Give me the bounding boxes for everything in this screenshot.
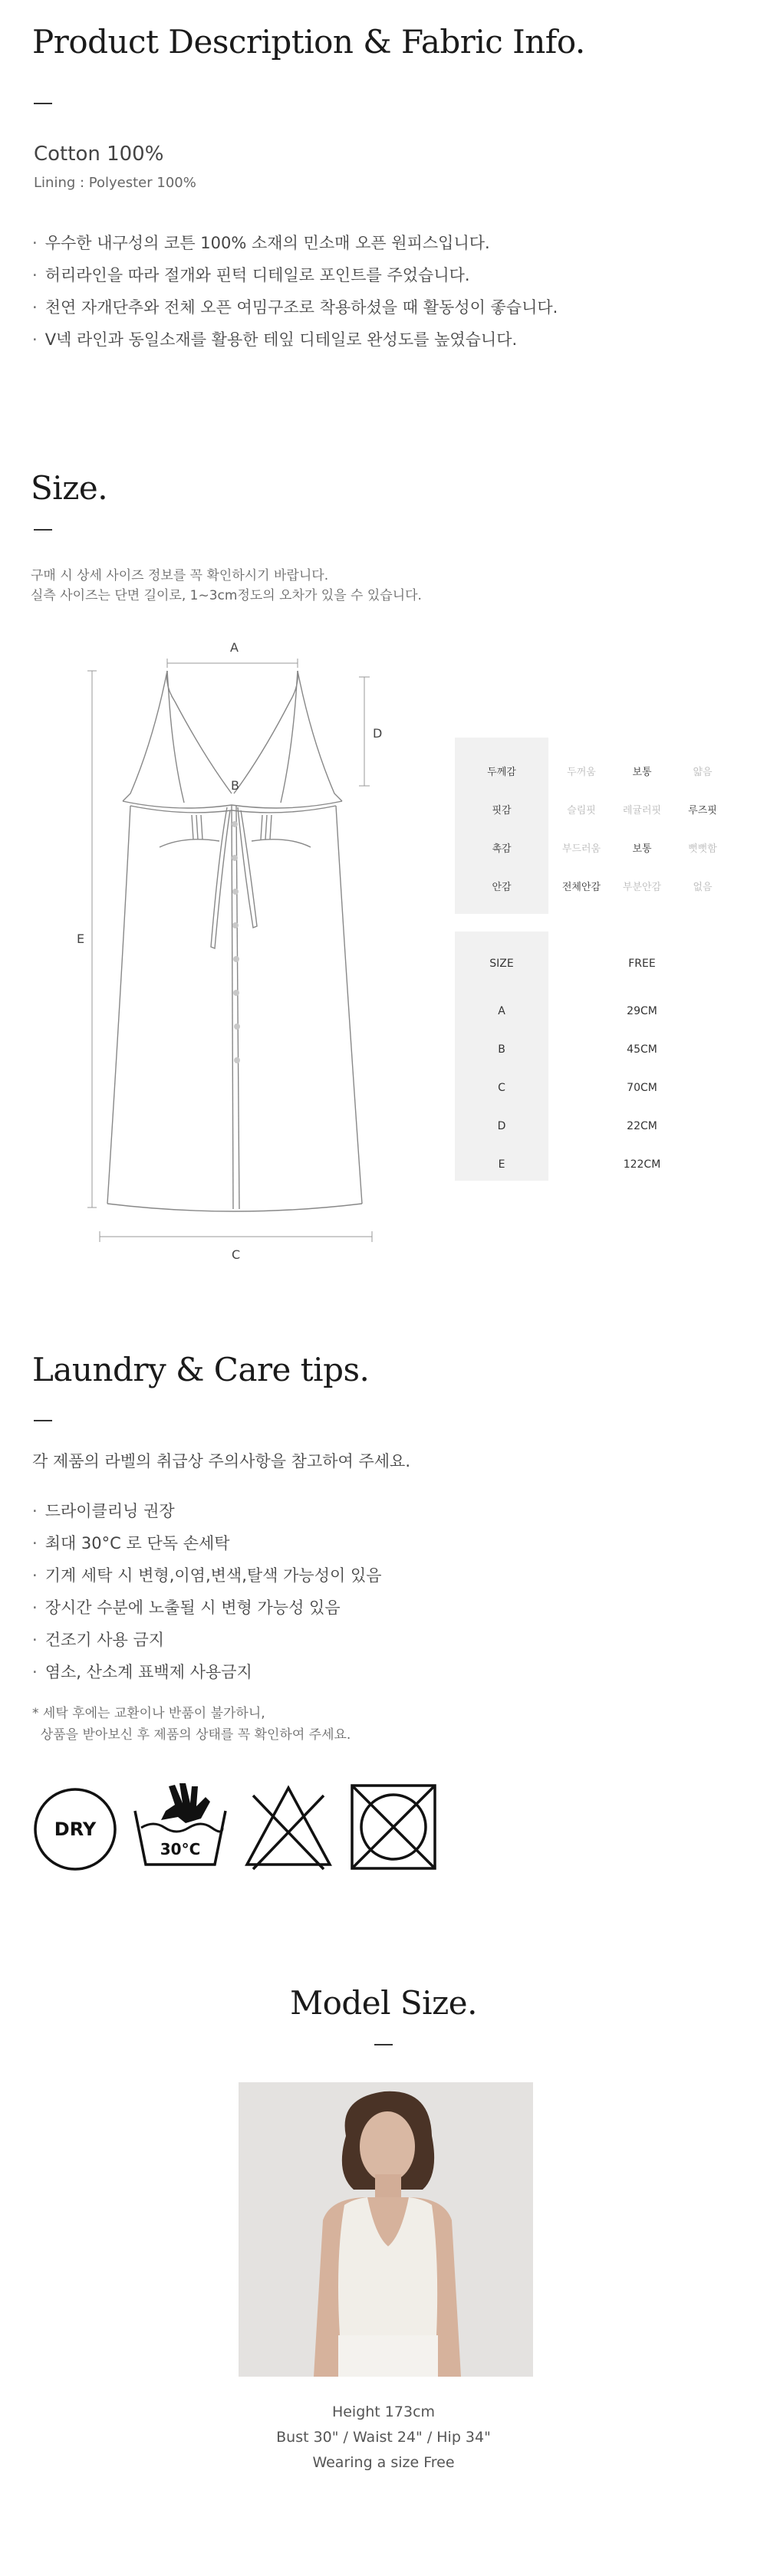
section-divider bbox=[34, 1420, 52, 1421]
list-item: · 최대 30°C 로 단독 손세탁 bbox=[32, 1527, 723, 1559]
fit-option: 두꺼움 bbox=[567, 767, 596, 778]
fit-table bbox=[455, 738, 746, 914]
size-row-value: 29CM bbox=[627, 1005, 657, 1017]
size-row-label: C bbox=[498, 1082, 505, 1094]
fit-row-label: 촉감 bbox=[492, 843, 512, 855]
model-photo bbox=[239, 2082, 533, 2377]
list-item: · 건조기 사용 금지 bbox=[32, 1624, 723, 1656]
list-item: · 허리라인을 따라 절개와 핀턱 디테일로 포인트를 주었습니다. bbox=[32, 259, 723, 291]
fit-option: 뻣뻣함 bbox=[688, 843, 717, 855]
dress-sketch bbox=[69, 640, 422, 1276]
product-bullet-list bbox=[32, 227, 723, 356]
laundry-intro: 각 제품의 라벨의 취급상 주의사항을 참고하여 주세요. bbox=[32, 1452, 411, 1470]
model-measurements: Bust 30" / Waist 24" / Hip 34" bbox=[276, 2429, 491, 2446]
size-table bbox=[455, 932, 746, 1181]
fit-option: 없음 bbox=[693, 882, 713, 893]
model-figure bbox=[239, 2082, 533, 2377]
size-row-value: 70CM bbox=[627, 1082, 657, 1094]
fit-option: 레귤러핏 bbox=[622, 805, 662, 816]
size-note: 구매 시 상세 사이즈 정보를 꼭 확인하시기 바랍니다. bbox=[31, 568, 329, 583]
size-row-label: B bbox=[498, 1043, 505, 1056]
list-item: · 기계 세탁 시 변형,이염,변색,탈색 가능성이 있음 bbox=[32, 1559, 723, 1592]
list-item: · 염소, 산소계 표백제 사용금지 bbox=[32, 1656, 723, 1688]
diagram-label-c: C bbox=[232, 1247, 241, 1262]
fit-option: 얇음 bbox=[693, 767, 713, 778]
section-divider bbox=[34, 103, 52, 104]
hand-wash-icon bbox=[130, 1780, 230, 1872]
list-item: · 장시간 수분에 노출될 시 변형 가능성 있음 bbox=[32, 1592, 723, 1624]
size-note: 실측 사이즈는 단면 길이로, 1~3cm정도의 오차가 있을 수 있습니다. bbox=[31, 588, 422, 603]
diagram-label-d: D bbox=[373, 726, 383, 741]
fit-option-selected: 보통 bbox=[632, 767, 652, 778]
dress-size-diagram bbox=[69, 640, 422, 1276]
diagram-label-e: E bbox=[77, 932, 85, 946]
size-row-value: 22CM bbox=[627, 1120, 657, 1132]
fit-option-selected: 보통 bbox=[632, 843, 652, 855]
no-tumble-dry-icon bbox=[350, 1783, 437, 1871]
hand-wash-temp-label: 30°C bbox=[160, 1840, 201, 1858]
model-section-title: Model Size. bbox=[290, 1984, 477, 2022]
product-section-title: Product Description & Fabric Info. bbox=[32, 23, 585, 61]
size-header-value: FREE bbox=[628, 958, 656, 970]
fit-option-selected: 루즈핏 bbox=[688, 805, 717, 816]
size-row-value: 122CM bbox=[623, 1158, 661, 1171]
model-wearing-size: Wearing a size Free bbox=[312, 2454, 455, 2471]
section-divider bbox=[374, 2044, 393, 2045]
laundry-section-title: Laundry & Care tips. bbox=[32, 1351, 370, 1388]
size-row-label: A bbox=[498, 1005, 505, 1017]
fit-row-label: 두께감 bbox=[487, 767, 516, 778]
dry-clean-icon bbox=[32, 1786, 118, 1872]
laundry-bullet-list bbox=[32, 1495, 723, 1688]
list-item: · 드라이클리닝 권장 bbox=[32, 1495, 723, 1527]
size-row-label: E bbox=[498, 1158, 505, 1171]
fit-row-label: 핏감 bbox=[492, 805, 512, 816]
section-divider bbox=[34, 529, 52, 531]
fit-option-selected: 전체안감 bbox=[561, 882, 601, 893]
diagram-label-a: A bbox=[230, 640, 239, 655]
product-material: Cotton 100% bbox=[34, 143, 164, 166]
size-row-label: D bbox=[497, 1120, 506, 1132]
list-item: · 천연 자개단추와 전체 오픈 여밈구조로 착용하셨을 때 활동성이 좋습니다. bbox=[32, 291, 723, 324]
dry-clean-label: DRY bbox=[54, 1819, 97, 1840]
size-row-value: 45CM bbox=[627, 1043, 657, 1056]
laundry-note: 상품을 받아보신 후 제품의 상태를 꼭 확인하여 주세요. bbox=[32, 1727, 351, 1743]
diagram-label-b: B bbox=[231, 778, 239, 793]
model-height: Height 173cm bbox=[331, 2404, 436, 2420]
product-lining: Lining : Polyester 100% bbox=[34, 175, 196, 191]
laundry-note: * 세탁 후에는 교환이나 반품이 불가하니, bbox=[32, 1706, 265, 1721]
no-bleach-icon bbox=[242, 1780, 334, 1872]
list-item: · V넥 라인과 동일소재를 활용한 테잎 디테일로 완성도를 높였습니다. bbox=[32, 324, 723, 356]
size-header-label: SIZE bbox=[489, 958, 514, 970]
fit-option: 슬림핏 bbox=[567, 805, 596, 816]
size-section-title: Size. bbox=[31, 469, 108, 507]
list-item: · 우수한 내구성의 코튼 100% 소재의 민소매 오픈 원피스입니다. bbox=[32, 227, 723, 259]
fit-row-label: 안감 bbox=[492, 882, 512, 893]
fit-option: 부분안감 bbox=[622, 882, 662, 893]
fit-option: 부드러움 bbox=[561, 843, 601, 855]
